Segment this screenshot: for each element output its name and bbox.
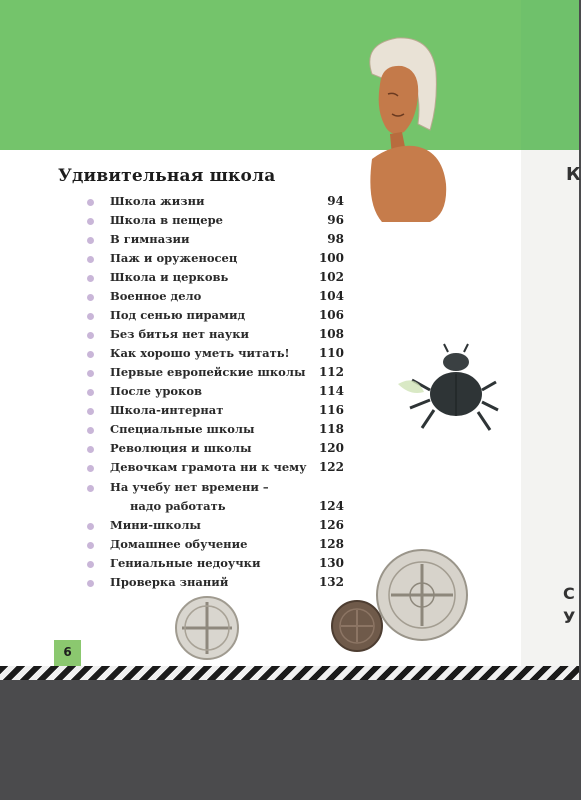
toc-item-page: 110 — [318, 346, 344, 360]
page-number-badge — [54, 640, 81, 666]
toc-item-page: 108 — [318, 327, 344, 341]
bullet-icon — [87, 256, 94, 263]
toc-item-page: 132 — [318, 575, 344, 589]
toc-item-title: Школа жизни — [110, 194, 205, 208]
page-number: 6 — [63, 645, 72, 659]
toc-item-title: Революция и школы — [110, 441, 252, 455]
toc-item-page: 126 — [318, 518, 344, 532]
greek-bust-illustration — [352, 34, 452, 224]
scarab-beetle-illustration — [398, 344, 500, 436]
toc-item-page: 106 — [318, 308, 344, 322]
bullet-icon — [87, 408, 94, 415]
bullet-icon — [87, 294, 94, 301]
toc-item-page: 98 — [327, 232, 344, 246]
bullet-icon — [87, 542, 94, 549]
toc-item-page: 102 — [318, 270, 344, 284]
bullet-icon — [87, 275, 94, 282]
toc-item-page: 94 — [327, 194, 344, 208]
toc-item-title: Гениальные недоучки — [110, 556, 261, 570]
bullet-icon — [87, 465, 94, 472]
toc-item-title: Под сенью пирамид — [110, 308, 246, 322]
right-page-letter-low: У — [563, 608, 576, 627]
bullet-icon — [87, 351, 94, 358]
toc-item-page: 124 — [318, 499, 344, 513]
toc-item-title: Школа-интернат — [110, 403, 224, 417]
toc-item-title: Школа и церковь — [110, 270, 229, 284]
toc-item-title: Военное дело — [110, 289, 202, 303]
bullet-icon — [87, 561, 94, 568]
bullet-icon — [87, 389, 94, 396]
toc-item-title: Без битья нет науки — [110, 327, 250, 341]
toc-item-title: После уроков — [110, 384, 202, 398]
bullet-icon — [87, 237, 94, 244]
bullet-icon — [87, 370, 94, 377]
toc-item-title: Специальные школы — [110, 422, 255, 436]
section-title: Удивительная школа — [58, 166, 276, 186]
bullet-icon — [87, 446, 94, 453]
toc-item-title: Домашнее обучение — [110, 537, 248, 551]
toc-item-title: надо работать — [130, 499, 226, 513]
toc-item-page: 116 — [318, 403, 344, 417]
toc-item-title: Первые европейские школы — [110, 365, 306, 379]
toc-item-page: 128 — [318, 537, 344, 551]
bullet-icon — [87, 580, 94, 587]
toc-item-title: Мини-школы — [110, 518, 201, 532]
toc-item-title: Проверка знаний — [110, 575, 229, 589]
toc-item-page: 114 — [318, 384, 344, 398]
right-page-letter-top: К — [566, 164, 581, 185]
toc-item-title: Как хорошо уметь читать! — [110, 346, 290, 360]
toc-item-title: На учебу нет времени – — [110, 480, 269, 494]
toc-item-page: 120 — [318, 441, 344, 455]
toc-item-title: Школа в пещере — [110, 213, 223, 227]
bullet-icon — [87, 199, 94, 206]
bullet-icon — [87, 485, 94, 492]
bullet-icon — [87, 427, 94, 434]
bottom-decorative-strip — [0, 666, 579, 680]
toc-item-page: 118 — [318, 422, 344, 436]
bullet-icon — [87, 218, 94, 225]
toc-item-title: Девочкам грамота ни к чему — [110, 460, 307, 474]
toc-item-page: 112 — [318, 365, 344, 379]
right-header-green-band — [521, 0, 579, 150]
bullet-icon — [87, 313, 94, 320]
medieval-coins-illustration — [172, 550, 478, 666]
toc-item-page: 96 — [327, 213, 344, 227]
right-page-letter-mid: С — [563, 584, 575, 603]
toc-item-title: Паж и оруженосец — [110, 251, 238, 265]
bullet-icon — [87, 332, 94, 339]
toc-item-page: 100 — [318, 251, 344, 265]
toc-item-title: В гимназии — [110, 232, 190, 246]
toc-item-page: 130 — [318, 556, 344, 570]
toc-item-page: 104 — [318, 289, 344, 303]
toc-item-page: 122 — [318, 460, 344, 474]
bullet-icon — [87, 523, 94, 530]
